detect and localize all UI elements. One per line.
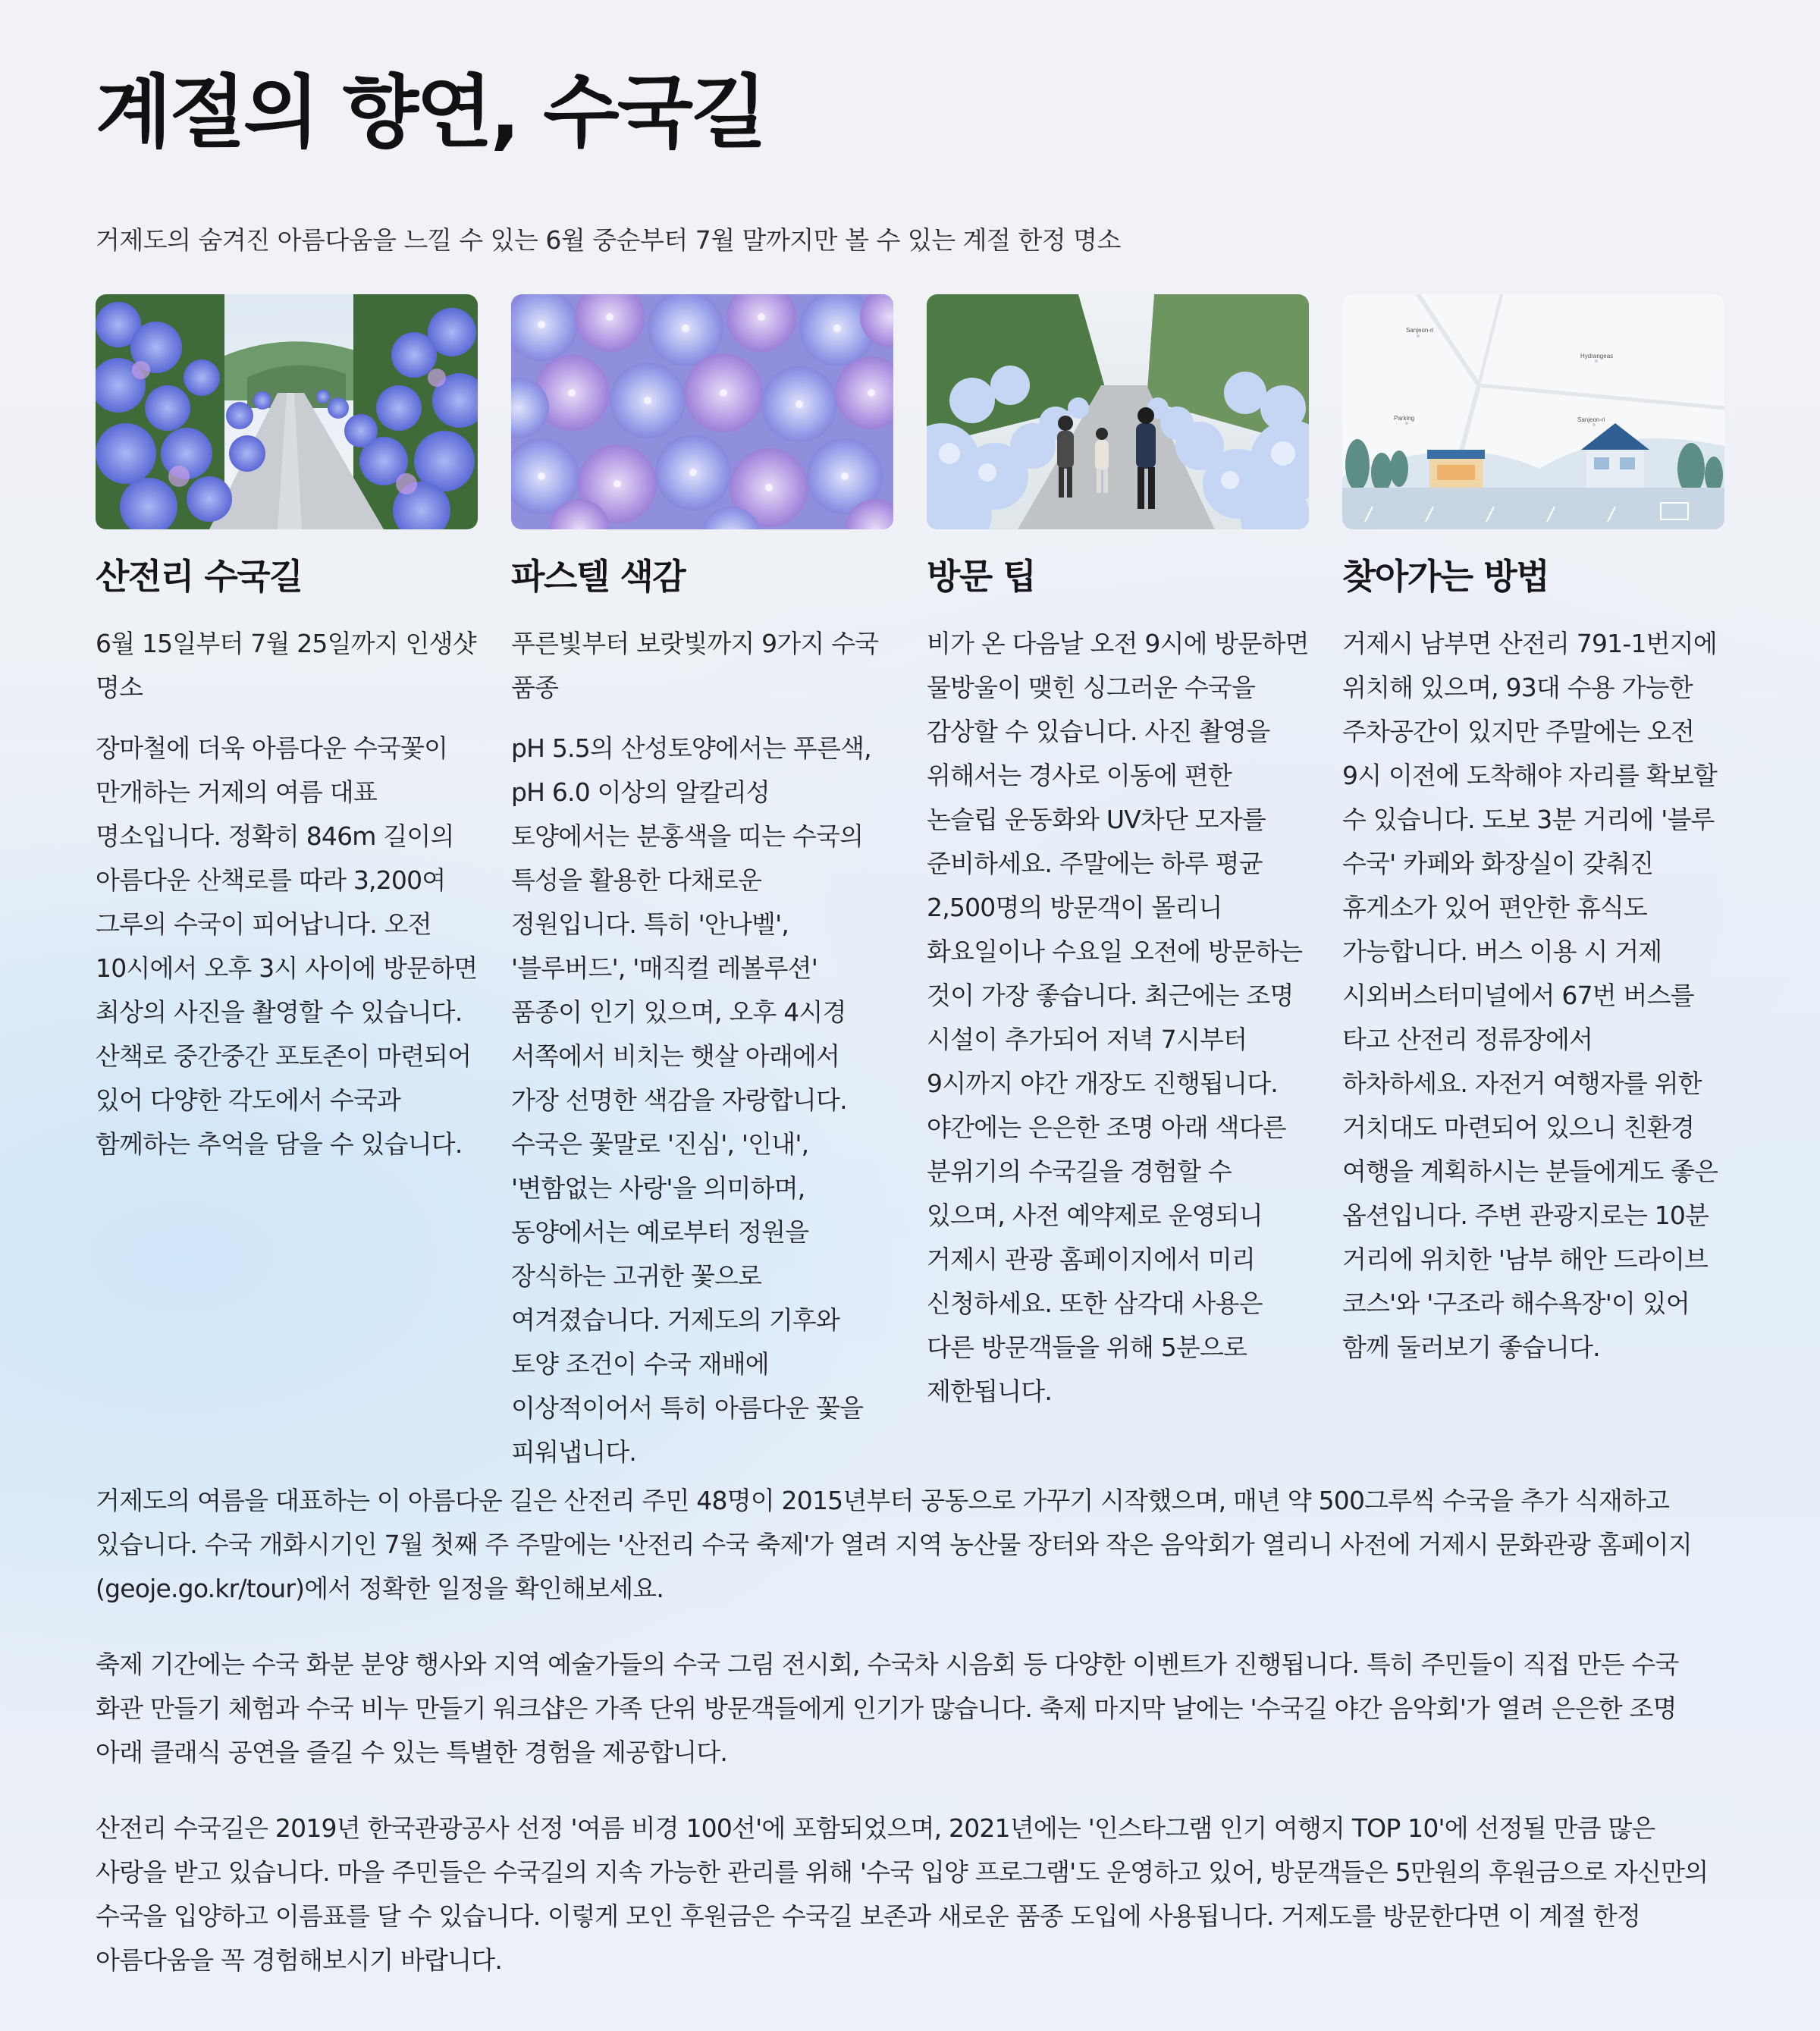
article-paragraph: 축제 기간에는 수국 화분 분양 행사와 지역 예술가들의 수국 그림 전시회, 수국차 시음회 등 다양한 이벤트가 진행됩니다. 특히 주민들이 직접 만든 수국 화관 만들기 체험과 수국 비누 만들기 워크샵은 가족 단위 방문객들에게 인기가 많습니다. 축제 마지막 날에는 '수국길 야간 음악회'가 열려 은은한 조명 아래 클래식 공연을 즐길 수 있는 특별한 경험을 제공합니다. (96, 1650, 1679, 1767)
card-sanjeon-path (96, 294, 478, 1159)
visitors-path-photo (927, 294, 1309, 529)
hydrangea-closeup-photo (511, 294, 893, 529)
hydrangea-path-photo (96, 294, 478, 529)
map-label-hydrangeas: Hydrangeas (1580, 353, 1614, 359)
page-subtitle: 거제도의 숨겨진 아름다움을 느낄 수 있는 6월 중순부터 7월 말까지만 볼 수 있는 계절 한정 명소 (96, 225, 1121, 255)
article-paragraph: 거제도의 여름을 대표하는 이 아름다운 길은 산전리 주민 48명이 2015년부터 공동으로 가꾸기 시작했으며, 매년 약 500그루씩 수국을 추가 식재하고 있습니다. 수국 개화시기인 7월 첫째 주 주말에는 '산전리 수국 축제'가 열려 지역 농산물 장터와 작은 음악회가 열리니 사전에 거제시 문화관광 홈페이지(geoje.go.kr/tour)에서 정확한 일정을 확인해보세요. (96, 1486, 1692, 1603)
map-label-sanjeon-ri-south: Sanjeon-ri (1577, 416, 1605, 423)
card-heading: 파스텔 색감 (511, 556, 686, 597)
map-label-parking: Parking (1394, 415, 1415, 422)
map-label-sanjeon-ri-north: Sanjeon-ri (1406, 327, 1434, 334)
card-body: 장마철에 더욱 아름다운 수국꽃이 만개하는 거제의 여름 대표 명소입니다. 정확히 846m 길이의 아름다운 산책로를 따라 3,200여 그루의 수국이 피어납니다. 오전 10시에서 오후 3시 사이에 방문하면 최상의 사진을 촬영할 수 있습니다. 산책로 중간중간 포토존이 마련되어 있어 다양한 각도에서 수국과 함께하는 추억을 담을 수 있습니다. (96, 733, 478, 1159)
card-heading: 찾아가는 방법 (1342, 556, 1549, 597)
location-map-illustration (1342, 294, 1724, 529)
page-title: 계절의 향연, 수국길 (96, 66, 765, 159)
card-lead: 6월 15일부터 7월 25일까지 인생샷 명소 (96, 629, 476, 702)
card-heading: 방문 팁 (927, 556, 1036, 597)
card-body: 거제시 남부면 산전리 791-1번지에 위치해 있으며, 93대 수용 가능한 주차공간이 있지만 주말에는 오전 9시 이전에 도착해야 자리를 확보할 수 있습니다. 도보 3분 거리에 '블루 수국' 카페와 화장실이 갖춰진 휴게소가 있어 편안한 휴식도 가능합니다. 버스 이용 시 거제 시외버스터미널에서 67번 버스를 타고 산전리 정류장에서 하차하세요. 자전거 여행자를 위한 거치대도 마련되어 있으니 친환경 여행을 계획하시는 분들에게도 좋은 옵션입니다. 주변 관광지로는 10분 거리에 위치한 '남부 해안 드라이브 코스'와 '구조라 해수욕장'이 있어 함께 둘러보기 좋습니다. (1342, 629, 1718, 1362)
card-heading: 산전리 수국길 (96, 556, 303, 597)
card-visit-tips (927, 294, 1309, 1406)
card-body: 비가 온 다음날 오전 9시에 방문하면 물방울이 맺힌 싱그러운 수국을 감상할 수 있습니다. 사진 촬영을 위해서는 경사로 이동에 편한 논슬립 운동화와 UV차단 모자를 준비하세요. 주말에는 하루 평균 2,500명의 방문객이 몰리니 화요일이나 수요일 오전에 방문하는 것이 가장 좋습니다. 최근에는 조명 시설이 추가되어 저녁 7시부터 9시까지 야간 개장도 진행됩니다. 야간에는 은은한 조명 아래 색다른 분위기의 수국길을 경험할 수 있으며, 사전 예약제로 운영되니 거제시 관광 홈페이지에서 미리 신청하세요. 또한 삼각대 사용은 다른 방문객들을 위해 5분으로 제한됩니다. (927, 629, 1309, 1406)
article-paragraph: 산전리 수국길은 2019년 한국관광공사 선정 '여름 비경 100선'에 포함되었으며, 2021년에는 '인스타그램 인기 여행지 TOP 10'에 선정될 만큼 많은 사랑을 받고 있습니다. 마을 주민들은 수국길의 지속 가능한 관리를 위해 '수국 입양 프로그램'도 운영하고 있어, 방문객들은 5만원의 후원금으로 자신만의 수국을 입양하고 이름표를 달 수 있습니다. 이렇게 모인 후원금은 수국길 보존과 새로운 품종 도입에 사용됩니다. 거제도를 방문한다면 이 계절 한정 아름다움을 꼭 경험해보시기 바랍니다. (96, 1813, 1709, 1975)
feature-cards (96, 294, 1724, 1467)
card-pastel-colors (511, 294, 893, 1467)
card-lead: 푸른빛부터 보랏빛까지 9가지 수국 품종 (511, 629, 879, 702)
card-directions (1342, 294, 1724, 1362)
card-body: pH 5.5의 산성토양에서는 푸른색, pH 6.0 이상의 알칼리성 토양에서는 분홍색을 띠는 수국의 특성을 활용한 다채로운 정원입니다. 특히 '안나벨', '블루버드', '매직컬 레볼루션' 품종이 인기 있으며, 오후 4시경 서쪽에서 비치는 햇살 아래에서 가장 선명한 색감을 자랑합니다. 수국은 꽃말로 '진심', '인내', '변함없는 사랑'을 의미하며, 동양에서는 예로부터 정원을 장식하는 고귀한 꽃으로 여겨졌습니다. 거제도의 기후와 토양 조건이 수국 재배에 이상적이어서 특히 아름다운 꽃을 피워냅니다. (511, 733, 871, 1467)
